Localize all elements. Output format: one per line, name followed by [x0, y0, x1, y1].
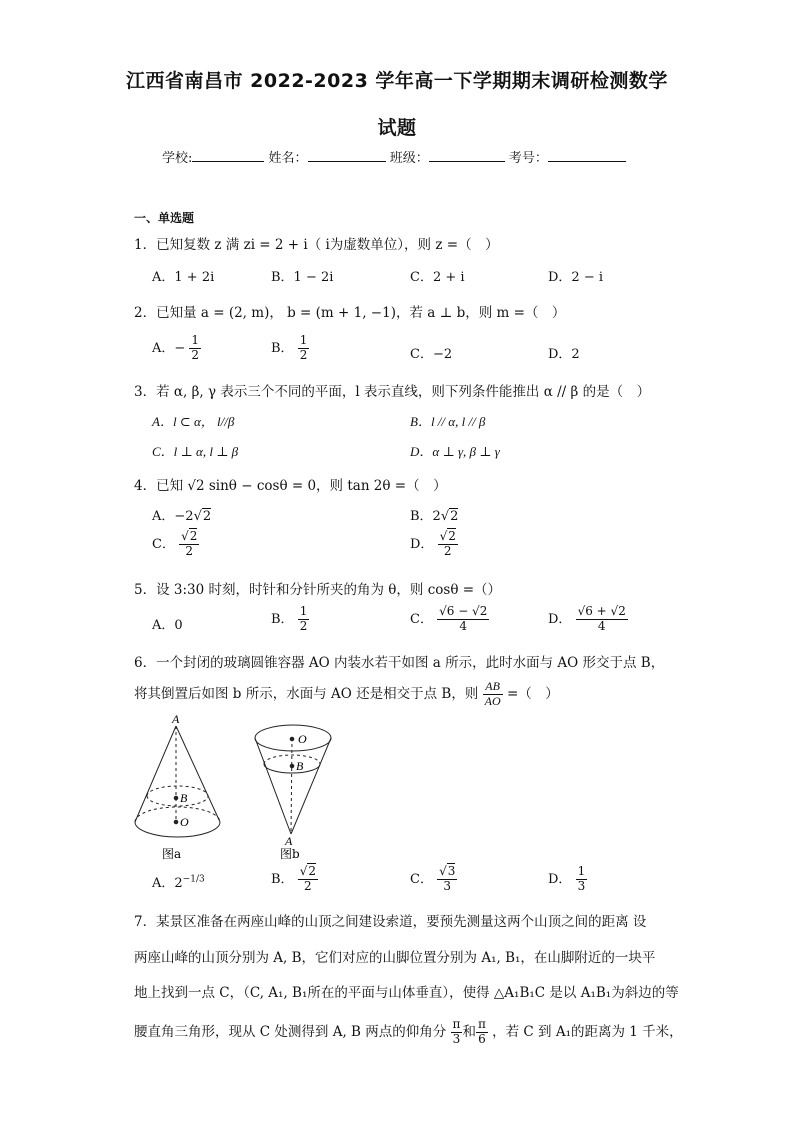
q3-option-b[interactable]: B．l // α, l // β — [410, 414, 486, 429]
figure-b-cone — [255, 725, 331, 834]
q3-option-a[interactable]: A．l ⊂ α， l//β — [152, 414, 235, 429]
q4-a-rad: 2 — [202, 509, 212, 524]
q3-option-d[interactable]: D．α ⊥ γ, β ⊥ γ — [410, 444, 500, 459]
q5-c-num: √6 − √2 — [439, 604, 488, 618]
q7-line2: 两座山峰的山顶分别为 A, B，它们对应的山脚位置分别为 A₁, B₁，在山脚附近的一块平 — [134, 950, 656, 966]
q5-c-den: 4 — [459, 618, 468, 633]
q7-angle2-num: π — [477, 1017, 486, 1031]
q5-d-label: D． — [548, 611, 572, 627]
fig-b-label-b: B — [296, 759, 304, 773]
q6-option-d[interactable] — [548, 865, 587, 894]
q4-d-den: 2 — [443, 543, 452, 558]
q7-line4-b: ，若 C 到 A₁的距离为 1 千米， — [492, 1023, 683, 1040]
q6-c-den: 3 — [443, 878, 452, 893]
q6-option-c[interactable] — [410, 865, 457, 894]
q1-option-a[interactable]: A．1 + 2i — [152, 270, 215, 285]
doc-title-line1: 江西省南昌市 2022-2023 学年高一下学期期末调研检测数学 — [126, 70, 668, 92]
q4-a-label: A．−2 — [152, 509, 194, 524]
q5-b-label: B． — [271, 611, 294, 627]
q5-d-num: √6 + √2 — [577, 604, 626, 618]
q5-option-d[interactable] — [548, 605, 628, 634]
fig-a-label-o: O — [180, 815, 189, 829]
q2-a-label: A．− — [152, 340, 186, 356]
q3-stem: 3．若 α, β, γ 表示三个不同的平面，l 表示直线，则下列条件能推出 α // β 的是（ ） — [134, 384, 651, 400]
q6-d-num: 1 — [577, 864, 586, 878]
q6-a-label: A．2 — [152, 876, 183, 891]
q4-stem: 4．已知 √2 sinθ − cosθ = 0，则 tan 2θ =（ ） — [134, 478, 447, 494]
fig-b-label-a: A — [285, 834, 293, 848]
q7-angle1-frac — [451, 1018, 463, 1047]
sqrt-icon: √ — [299, 864, 308, 878]
fig-b-label-o: O — [298, 732, 307, 746]
q5-c-frac — [437, 605, 489, 634]
q6-ratio-num: AB — [483, 680, 503, 695]
q5-d-frac — [576, 605, 628, 634]
q6-a-exp: −1/3 — [182, 874, 205, 885]
q7-angle1-den: 3 — [452, 1031, 461, 1046]
q4-c-label: C． — [152, 536, 175, 552]
fig-a-label-a: A — [172, 712, 180, 726]
q7-line4-a: 腰直角三角形，现从 C 处测得到 A, B 两点的仰角分 — [134, 1023, 447, 1040]
figure-a-cone — [135, 726, 220, 837]
q6-line2-tail: =（ ） — [506, 685, 559, 702]
q1-option-b[interactable]: B．1 − 2i — [271, 270, 334, 285]
q6-d-frac — [576, 865, 588, 894]
q5-option-c[interactable] — [410, 605, 489, 634]
q5-option-b[interactable] — [271, 605, 309, 634]
q4-c-rad: 2 — [189, 529, 198, 543]
exam-no-blank[interactable] — [548, 149, 626, 162]
q7-and: 和 — [462, 1023, 476, 1040]
q6-c-rad: 3 — [447, 864, 456, 878]
q5-d-den: 4 — [597, 618, 606, 633]
q5-b-num: 1 — [299, 604, 308, 618]
school-label: 学校: — [162, 151, 193, 166]
q7-angle1-num: π — [452, 1017, 461, 1031]
q7-line4 — [134, 1018, 683, 1047]
q1-option-c[interactable]: C．2 + i — [410, 270, 465, 285]
q5-c-label: C． — [410, 611, 433, 627]
q2-b-num: 1 — [299, 333, 308, 347]
q2-option-c[interactable]: C．−2 — [410, 347, 453, 362]
q6-b-den: 2 — [304, 878, 312, 893]
q4-d-frac — [438, 530, 458, 559]
q4-option-d[interactable] — [410, 530, 458, 559]
q6-option-a[interactable] — [152, 872, 205, 891]
sqrt-icon: √ — [439, 529, 448, 543]
q2-a-den: 2 — [191, 347, 200, 362]
q6-line2 — [134, 680, 559, 709]
q4-option-b[interactable] — [410, 505, 458, 524]
name-label: 姓名： — [268, 151, 308, 166]
q1-stem: 1．已知复数 z 满 zi = 2 + i（ i为虚数单位），则 z =（ ） — [134, 237, 499, 253]
q3-option-c[interactable]: C．l ⊥ α, l ⊥ β — [152, 444, 239, 459]
q2-b-label: B． — [271, 340, 294, 356]
exam-no-label: 考号： — [508, 151, 548, 166]
q4-option-a[interactable] — [152, 505, 211, 524]
q6-d-label: D． — [548, 871, 572, 887]
q4-b-rad: 2 — [450, 509, 459, 524]
sqrt-icon: √ — [193, 509, 202, 524]
q6-line2-text: 将其倒置后如图 b 所示，水面与 AO 还是相交于点 B，则 — [134, 685, 479, 702]
fig-b-caption: 图b — [280, 847, 300, 861]
section-header: 一、单选题 — [134, 211, 195, 225]
q5-option-a[interactable]: A．0 — [152, 618, 183, 633]
q6-c-frac — [437, 865, 457, 894]
q2-a-num: 1 — [191, 333, 200, 347]
q2-a-frac — [189, 334, 201, 363]
q5-b-den: 2 — [299, 618, 308, 633]
sqrt-icon: √ — [181, 529, 189, 543]
school-blank[interactable] — [192, 149, 264, 162]
q4-c-frac — [179, 530, 199, 559]
q6-option-b[interactable] — [271, 865, 318, 894]
q2-b-den: 2 — [299, 347, 308, 362]
name-blank[interactable] — [308, 149, 386, 162]
class-blank[interactable] — [429, 149, 505, 162]
q4-d-rad: 2 — [448, 529, 456, 543]
q4-d-label: D． — [410, 536, 434, 552]
q6-figures — [120, 712, 360, 872]
q6-d-den: 3 — [577, 878, 586, 893]
q5-b-frac — [298, 605, 310, 634]
q2-b-frac — [298, 334, 310, 363]
doc-title-line2: 试题 — [377, 117, 417, 139]
q7-angle2-den: 6 — [478, 1031, 486, 1046]
q6-ratio-frac — [483, 680, 503, 709]
q4-c-den: 2 — [185, 543, 194, 558]
q5-stem: 5．设 3:30 时刻，时针和分针所夹的角为 θ，则 cosθ =（） — [134, 582, 502, 598]
q2-stem: 2．已知量 a = (2, m)， b = (m + 1, −1)，若 a ⊥ b，则 m =（ ） — [134, 305, 566, 321]
q2-option-a[interactable] — [152, 334, 201, 363]
q6-line1: 6．一个封闭的玻璃圆锥容器 AO 内装水若干如图 a 所示，此时水面与 AO 形交于点 B， — [134, 655, 665, 671]
q1-option-d[interactable]: D．2 − i — [548, 270, 604, 285]
q6-b-rad: 2 — [308, 864, 316, 878]
q6-ratio-den: AO — [484, 693, 501, 708]
q2-option-b[interactable] — [271, 334, 309, 363]
info-line — [162, 147, 626, 166]
q6-c-label: C． — [410, 871, 433, 887]
class-label: 班级： — [389, 151, 429, 166]
q4-b-label: B．2 — [410, 509, 441, 524]
fig-a-caption: 图a — [162, 847, 182, 861]
fig-a-label-b: B — [180, 791, 188, 805]
q4-option-c[interactable] — [152, 530, 199, 559]
sqrt-icon: √ — [439, 864, 447, 878]
sqrt-icon: √ — [440, 509, 450, 524]
q7-angle2-frac — [476, 1018, 488, 1047]
q6-b-label: B． — [271, 871, 294, 887]
q7-line1: 7．某景区准备在两座山峰的山顶之间建设索道，要预先测量这两个山顶之间的距离 设 — [134, 914, 647, 930]
q7-line3: 地上找到一点 C，（C, A₁, B₁所在的平面与山体垂直），使得 △A₁B₁C 是以 A₁B₁为斜边的等 — [134, 985, 679, 1001]
q6-b-frac — [298, 865, 318, 894]
q2-option-d[interactable]: D．2 — [548, 347, 580, 362]
